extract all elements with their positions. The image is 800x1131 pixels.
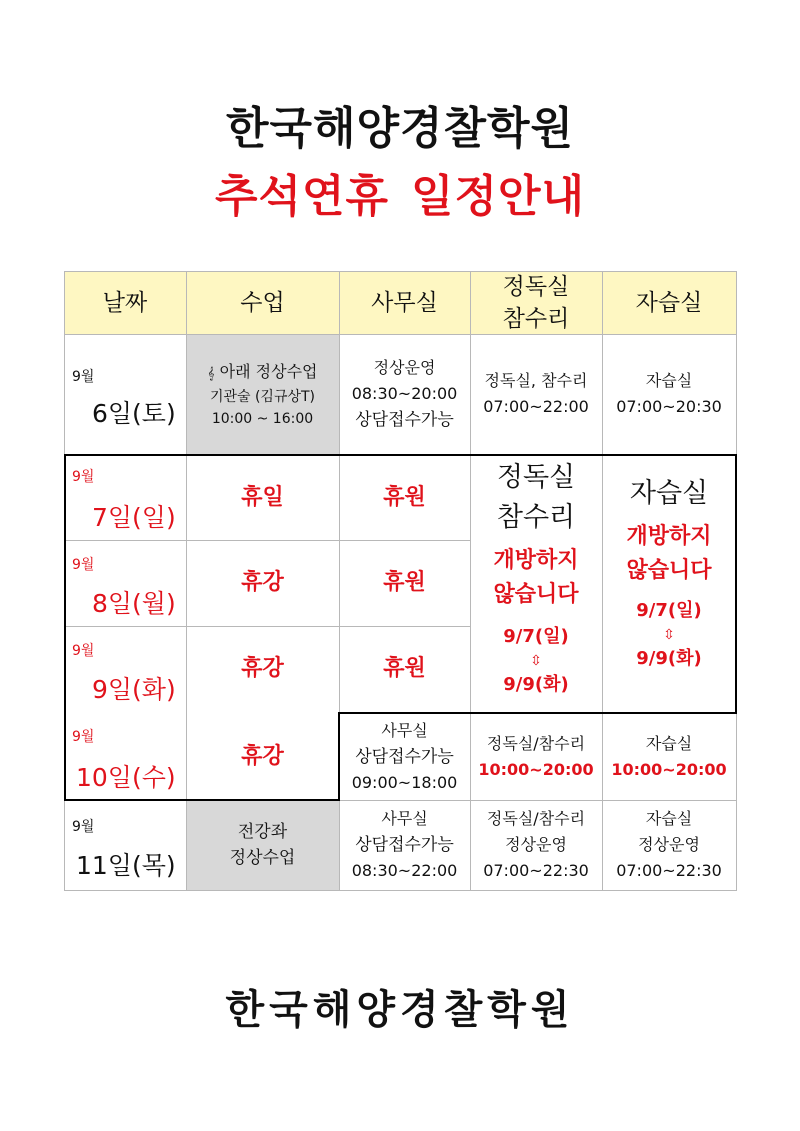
reading-line: 07:00~22:30 [483,861,589,880]
grid-line [64,334,736,335]
office-cell-row5 [339,800,470,890]
header-reading-room: 정독실 참수리 [470,271,602,334]
month-label: 9월 [72,643,95,659]
day-label: 11일(목) [76,851,176,880]
closure-notice: 않습니다 [626,558,712,583]
reading-line: 10:00~20:00 [478,760,594,779]
subtitle-part1: 추석연휴 [214,171,389,222]
closure-border [64,799,340,801]
footer-title: 한국해양경찰학원 [225,987,575,1033]
office-cell-row1: 휴원 [383,485,426,510]
month-label: 9월 [72,819,95,835]
grid-line [470,271,471,891]
office-cell-row4 [339,714,470,800]
office-cell-row3: 휴원 [383,656,426,681]
class-subject: 기관술 (김규상T) [209,388,316,405]
office-line: 사무실 [381,721,428,740]
class-time: 10:00 ~ 16:00 [211,410,314,427]
reading-cell-row0 [470,334,602,454]
reading-closure-block [470,456,602,712]
grid-line [64,271,736,272]
header-class: 수업 [186,271,339,334]
grid-line [64,890,736,891]
office-line: 사무실 [381,809,428,828]
header-office: 사무실 [339,271,470,334]
month-label: 9월 [72,469,95,485]
page-subtitle [0,160,800,224]
closure-title: 정독실 [496,462,576,493]
office-line: 상담접수가능 [355,747,454,767]
day-label: 6일(토) [92,399,176,428]
study-cell-row0 [602,334,736,454]
study-line: 10:00~20:00 [611,760,727,779]
closure-start: 9/7(일) [503,626,569,647]
office-line: 08:30~20:00 [351,384,458,403]
reading-line: 정독실/참수리 [486,734,586,753]
closure-title: 참수리 [496,502,576,533]
reading-line: 정독실/참수리 [486,809,586,828]
study-line: 자습실 [645,734,693,753]
closure-title: 자습실 [629,478,709,509]
up-down-arrow-icon: ⇳ [530,653,542,669]
office-line: 09:00~18:00 [351,773,458,792]
office-line: 상담접수가능 [355,835,454,855]
reading-cell-row5 [470,800,602,890]
study-line: 자습실 [645,371,693,390]
closure-end: 9/9(화) [636,648,702,669]
up-down-arrow-icon: ⇳ [663,627,675,643]
closure-notice: 개방하지 [626,524,712,549]
grid-line [602,271,603,891]
day-label: 7일(일) [92,503,176,532]
closure-border [64,454,737,456]
study-cell-row4 [602,714,736,800]
day-label: 9일(화) [92,675,176,704]
closure-border [338,712,340,801]
office-line: 정상운영 [373,358,436,377]
subtitle-part2: 일정안내 [411,171,586,222]
header-study-room: 자습실 [602,271,736,334]
reading-line: 정상운영 [505,835,567,854]
closure-border [64,454,66,801]
reading-cell-row4 [470,714,602,800]
closure-end: 9/9(화) [503,674,569,695]
study-line: 07:00~22:30 [616,861,722,880]
closure-notice: 않습니다 [493,582,579,607]
page-title: 한국해양경찰학원 [225,103,575,154]
study-closure-block [602,456,736,712]
class-cell-row1: 휴일 [241,485,284,510]
grid-line [64,540,470,541]
grid-line [64,626,470,627]
grid-line [339,800,736,801]
note-icon: 𝄞 [207,365,215,380]
day-label: 10일(수) [76,763,176,792]
header-date: 날짜 [64,271,186,334]
class-cell-row0 [186,334,339,454]
month-label: 9월 [72,729,95,745]
study-line: 정상운영 [638,835,700,854]
study-cell-row5 [602,800,736,890]
office-cell-row0 [339,334,470,454]
study-line: 자습실 [645,809,693,828]
class-cell-row3: 휴강 [241,656,284,681]
study-line: 07:00~20:30 [616,397,722,416]
reading-line: 07:00~22:00 [483,397,589,416]
day-label: 8일(월) [92,589,176,618]
reading-line: 정독실, 참수리 [484,371,588,390]
office-line: 상담접수가능 [355,410,454,430]
class-cell-row2: 휴강 [241,570,284,595]
office-line: 08:30~22:00 [351,861,458,880]
class-line: 전강좌 [237,822,288,842]
month-label: 9월 [72,557,95,573]
closure-border [338,712,737,714]
closure-border [735,454,737,714]
class-note: 𝄞 아래 정상수업 [207,361,318,381]
class-line: 정상수업 [229,848,296,868]
class-cell-row4: 휴강 [241,744,284,769]
class-cell-row5 [186,800,339,890]
office-cell-row2: 휴원 [383,570,426,595]
closure-notice: 개방하지 [493,548,579,573]
closure-start: 9/7(일) [636,600,702,621]
grid-line [186,271,187,891]
month-label: 9월 [72,369,95,385]
